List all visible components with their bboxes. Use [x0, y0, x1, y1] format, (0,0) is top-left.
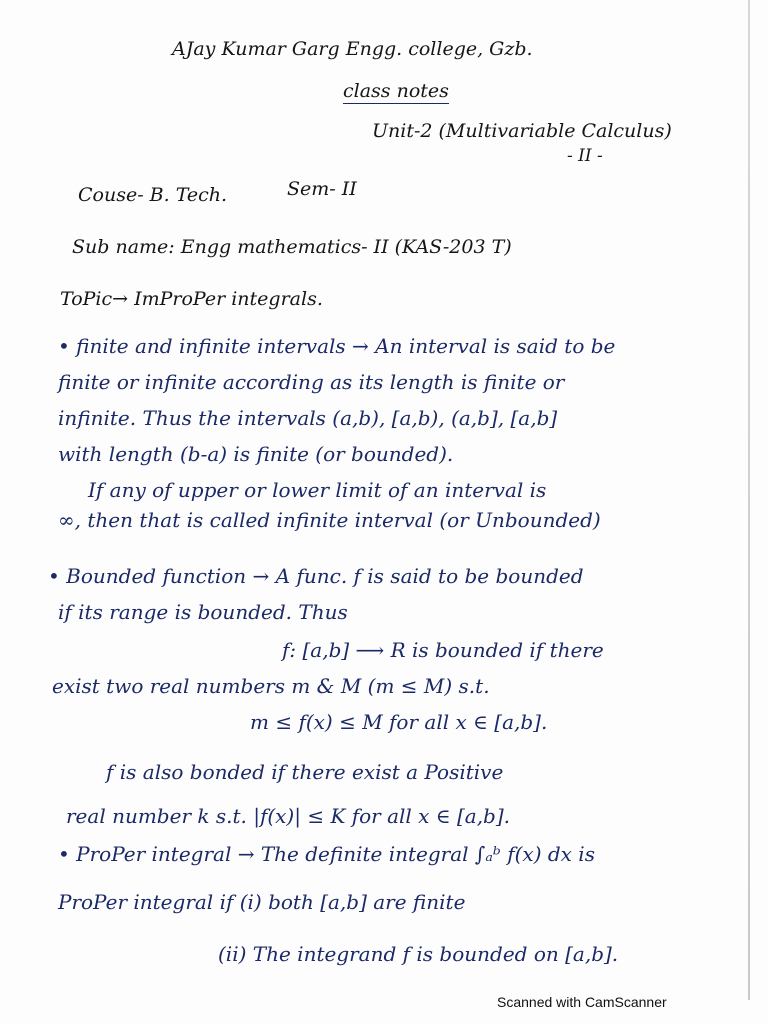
note-line: with length (b-a) is finite (or bounded). — [58, 442, 454, 466]
note-line: (ii) The integrand f is bounded on [a,b]. — [218, 942, 619, 966]
course-label: Couse- B. Tech. — [78, 184, 228, 206]
class-notes-label: class notes — [343, 80, 449, 102]
note-line: infinite. Thus the intervals (a,b), [a,b), (a,b], [a,b] — [58, 406, 558, 430]
topic-heading: ToPic→ ImProPer integrals. — [60, 288, 323, 310]
note-line: ProPer integral if (i) both [a,b] are finite — [58, 890, 466, 914]
page-edge — [748, 0, 750, 1000]
note-line: real number k s.t. |f(x)| ≤ K for all x ∈ [a,b]. — [66, 804, 511, 828]
note-line: m ≤ f(x) ≤ M for all x ∈ [a,b]. — [250, 710, 548, 734]
note-line: if its range is bounded. Thus — [58, 600, 348, 624]
note-line: exist two real numbers m & M (m ≤ M) s.t. — [52, 674, 490, 698]
note-line: f is also bonded if there exist a Positive — [106, 760, 504, 784]
note-line: • Bounded function → A func. f is said to be bounded — [48, 564, 584, 588]
note-line: • ProPer integral → The definite integral ∫ₐᵇ f(x) dx is — [58, 842, 595, 866]
semester-label: Sem- II — [287, 178, 357, 200]
note-line: ∞, then that is called infinite interval (or Unbounded) — [58, 508, 601, 532]
note-line: f: [a,b] ⟶ R is bounded if there — [282, 638, 604, 662]
unit-title: Unit-2 (Multivariable Calculus) — [372, 120, 672, 142]
college-name: AJay Kumar Garg Engg. college, Gzb. — [172, 38, 533, 60]
scanner-watermark: Scanned with CamScanner — [497, 994, 667, 1010]
note-line: If any of upper or lower limit of an interval is — [88, 478, 547, 502]
subject-name: Sub name: Engg mathematics- II (KAS-203 T) — [72, 236, 512, 258]
unit-subtitle: - II - — [567, 146, 603, 166]
note-line: finite or infinite according as its length is finite or — [58, 370, 565, 394]
note-line: • finite and infinite intervals → An interval is said to be — [58, 334, 616, 358]
